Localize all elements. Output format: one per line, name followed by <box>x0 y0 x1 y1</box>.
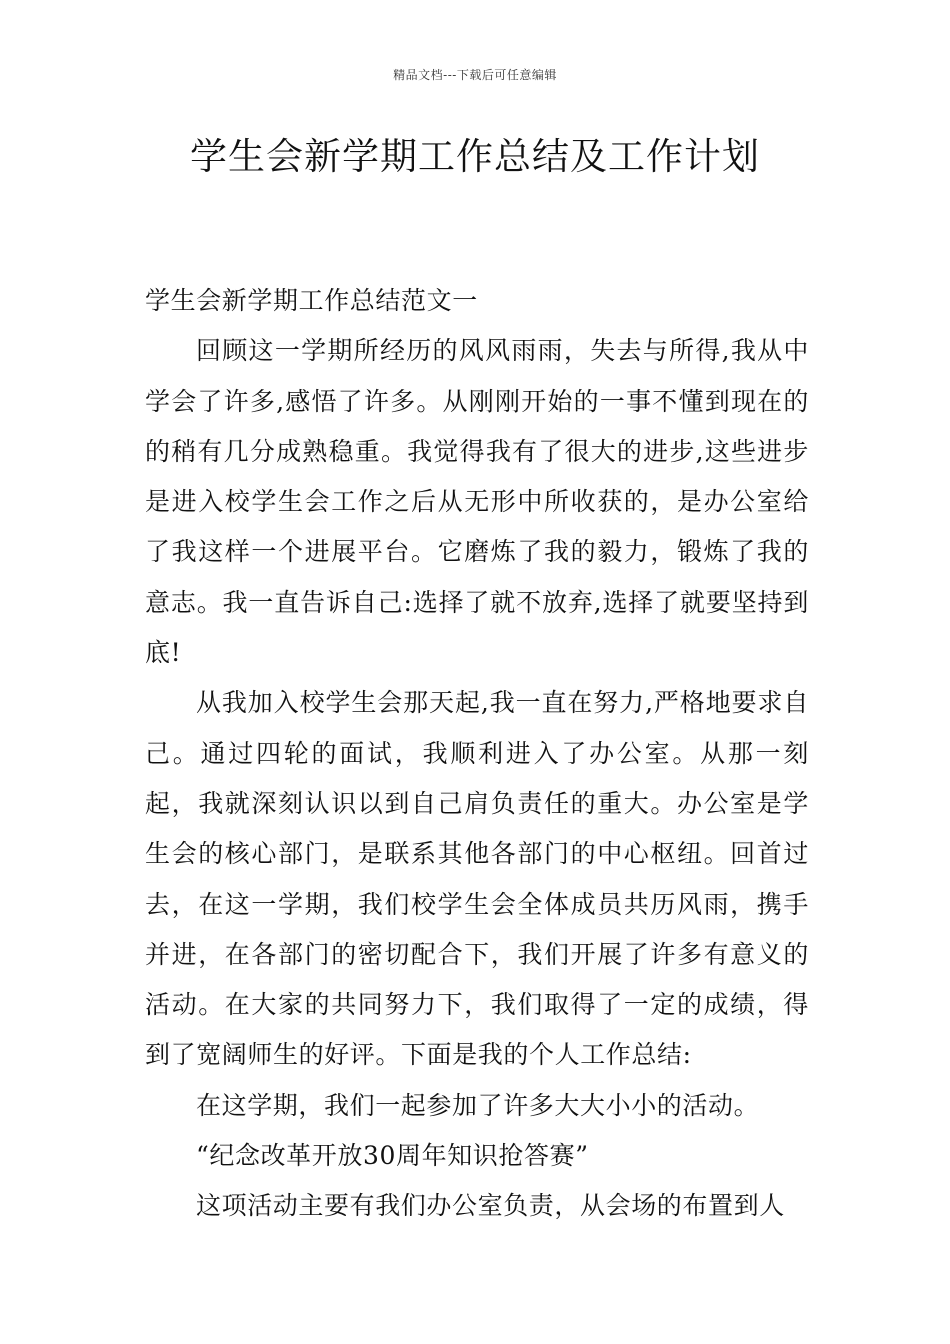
paragraph: 这项活动主要有我们办公室负责，从会场的布置到人 <box>196 1191 785 1221</box>
section-heading: 学生会新学期工作总结范文一 <box>145 286 478 315</box>
activity-title: “纪念改革开放30周年知识抢答赛” <box>196 1141 589 1171</box>
document-title: 学生会新学期工作总结及工作计划 <box>190 135 760 178</box>
header-note: 精品文档---下载后可任意编辑 <box>393 68 557 82</box>
paragraph: 从我加入校学生会那天起,我一直在努力,严格地要求自己。通过四轮的面试，我顺利进入了办公室。从那一刻起，我就深刻认识以到自己肩负责任的重大。办公室是学生会的核心部门，是联系其他各部门的中心枢纽。回首过去，在这一学期，我们校学生会全体成员共历风雨，携手并进，在各部门的密切配合下，我们开展了许多有意义的活动。在大家的共同努力下，我们取得了一定的成绩，得到了宽阔师生的好评。下面是我的个人工作总结: <box>145 688 809 1070</box>
document-body <box>145 276 809 1232</box>
paragraph: 在这学期，我们一起参加了许多大大小小的活动。 <box>196 1090 760 1120</box>
paragraph: 回顾这一学期所经历的风风雨雨，失去与所得,我从中学会了许多,感悟了许多。从刚刚开始的一事不懂到现在的的稍有几分成熟稳重。我觉得我有了很大的进步,这些进步是进入校学生会工作之后从无形中所收获的，是办公室给了我这样一个进展平台。它磨炼了我的毅力，锻炼了我的意志。我一直告诉自己:选择了就不放弃,选择了就要坚持到底! <box>145 336 809 668</box>
